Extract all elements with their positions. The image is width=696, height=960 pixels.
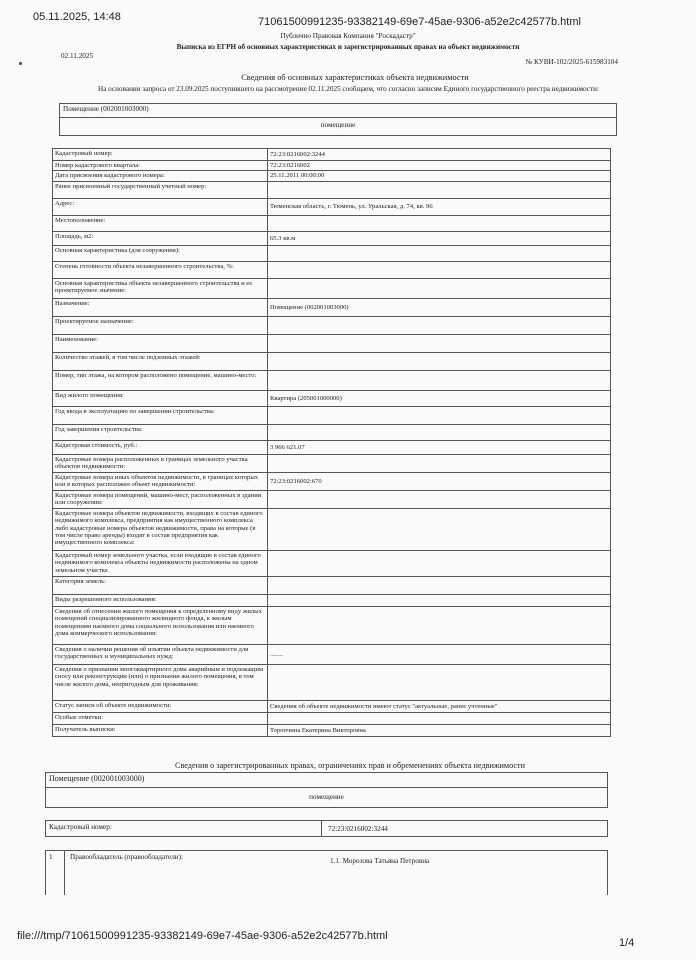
row-label: Получатель выписки: [53, 724, 268, 736]
section1-title: Сведения об основных характеристиках объекта недвижимости [241, 73, 469, 82]
print-footer-url: file:///tmp/71061500991235-93382149-69e7-45ae-9306-a52e2c42577b.html [17, 930, 388, 942]
row-value [268, 215, 611, 231]
holder-number: 1 [49, 853, 53, 861]
company-name: Публично Правовая Компания "Роскадастр" [280, 32, 416, 40]
row-value [268, 576, 611, 594]
table-row [53, 181, 611, 198]
row-value: 3 966 621.07 [268, 440, 611, 454]
row-value [268, 370, 611, 390]
table-row [53, 261, 611, 278]
row-value [268, 550, 611, 576]
row-label: Адрес: [53, 198, 268, 215]
row-label: Год ввода в эксплуатацию по завершении строительства: [53, 406, 268, 424]
row-label: Наименование: [53, 334, 268, 352]
row-label: Площадь, м2: [53, 231, 268, 245]
row-value [268, 490, 611, 508]
table-row [53, 576, 611, 594]
table-row [53, 712, 611, 724]
row-label: Сведения о признании многоквартирного дома аварийным и подлежащим сносу или реконструкции (или) о признании жилого помещения, в том числе жилого дома, непригодным для проживания: [53, 664, 268, 700]
row-value [268, 334, 611, 352]
document-number: № КУВИ-102/2025-615983104 [525, 58, 618, 66]
table-row [53, 472, 611, 490]
table-row [53, 370, 611, 390]
table-row [53, 352, 611, 370]
table-row [53, 700, 611, 712]
row-label: Кадастровые номера объектов недвижимости, входящих в состав единого недвижимого комплекса, предприятия как имущественного комплекса либо кадастровые номера объектов недвижимости, права на которые (в том числе право аренды) входят в состав предприятия как имущественного комплекса: [53, 508, 268, 550]
row-label: Кадастровый номер: [53, 149, 268, 161]
row-label: Ранее присвоенный государственный учетный номер: [53, 181, 268, 198]
rights-cadastral-box [45, 820, 608, 837]
table-row [53, 149, 611, 161]
row-value: 72:23:0216002 [268, 161, 611, 171]
row-label: Вид жилого помещения: [53, 390, 268, 406]
table-row [53, 316, 611, 334]
holder-label: Правообладатель (правообладатели): [70, 853, 184, 861]
table-row [53, 231, 611, 245]
table-row [53, 198, 611, 215]
row-value: Тюменская область, г. Тюмень, ул. Уральская, д. 74, кв. 96 [268, 198, 611, 215]
row-value [268, 352, 611, 370]
row-label: Кадастровая стоимость, руб.: [53, 440, 268, 454]
row-label: Категория земель: [53, 576, 268, 594]
row-label: Кадастровые номера расположенных в границах земельного участка объектов недвижимости: [53, 454, 268, 472]
row-label: Дата присвоения кадастрового номера: [53, 171, 268, 181]
row-value [268, 245, 611, 261]
row-label: Основная характеристика (для сооружения): [53, 245, 268, 261]
row-value [268, 181, 611, 198]
row-value [268, 712, 611, 724]
row-value [268, 594, 611, 606]
row-label: Основная характеристика объекта незавершенного строительства и ее проектируемое значение: [53, 278, 268, 298]
scan-mark-icon [19, 62, 22, 65]
table-row [53, 594, 611, 606]
row-value [268, 406, 611, 424]
print-page-number: 1/4 [619, 937, 635, 949]
table-row [53, 171, 611, 181]
row-label: Статус записи об объекте недвижимости: [53, 700, 268, 712]
characteristics-table [52, 148, 611, 737]
row-value: Помещение (002001003000) [268, 298, 611, 316]
rights-holder-box [45, 850, 608, 895]
table-row [53, 424, 611, 440]
row-value [268, 454, 611, 472]
row-label: Местоположение: [53, 215, 268, 231]
row-label: Сведения о наличии решения об изъятии объекта недвижимости для государственных и муниципальных нужд: [53, 644, 268, 664]
row-value: Сведения об объекте недвижимости имеют статус "актуальные, ранее учтенные" [268, 700, 611, 712]
table-row [53, 550, 611, 576]
holder-value: 1.1. Морозова Татьяна Петровна [330, 857, 430, 865]
row-value: 65.3 кв.м [268, 231, 611, 245]
table-row [53, 724, 611, 736]
row-label: Назначение: [53, 298, 268, 316]
row-value [268, 508, 611, 550]
table-row [53, 334, 611, 352]
table-row [53, 245, 611, 261]
row-label: Кадастровые номера помещений, машино-мест, расположенных в здании или сооружении: [53, 490, 268, 508]
rights-object-code: Помещение (002001003000) [49, 774, 145, 783]
object-code: Помещение (002001003000) [63, 105, 149, 113]
section1-intro: На основании запроса от 23.09.2025 поступившего на рассмотрение 02.11.2025 сообщаем, что согласно записям Единого государственного реестра недвижимости: [98, 85, 599, 93]
table-row [53, 454, 611, 472]
row-value [268, 278, 611, 298]
row-label: Кадастровый номер земельного участка, если входящие в состав единого недвижимого комплекса объекты недвижимости расположены на одном земельном участке [53, 550, 268, 576]
document-date: 02.11.2025 [61, 52, 94, 60]
row-label: Количество этажей, в том числе подземных этажей: [53, 352, 268, 370]
row-value [268, 261, 611, 278]
row-label: Степень готовности объекта незавершенного строительства, %: [53, 261, 268, 278]
row-value: 72:23:0216002:3244 [268, 149, 611, 161]
table-row [53, 606, 611, 644]
row-value [268, 316, 611, 334]
rights-cad-label: Кадастровый номер: [49, 823, 112, 831]
table-row [53, 215, 611, 231]
row-label: Кадастровые номера иных объектов недвижимости, в границах которых или в которых расположен объект недвижимости: [53, 472, 268, 490]
row-value [268, 664, 611, 700]
table-row [53, 390, 611, 406]
row-label: Номер, тип этажа, на котором расположено помещение, машино-место: [53, 370, 268, 390]
row-value: ........ [268, 644, 611, 664]
row-label: Особые отметки: [53, 712, 268, 724]
row-value: 72:23:0216002:670 [268, 472, 611, 490]
row-value [268, 424, 611, 440]
row-label: Сведения об отнесении жилого помещения к определенному виду жилых помещений специализированного жилищного фонда, к жилым помещениям наемного дома социального использования или наемного дома коммерческого использования: [53, 606, 268, 644]
print-datetime: 05.11.2025, 14:48 [33, 11, 121, 23]
row-label: Виды разрешенного использования: [53, 594, 268, 606]
row-label: Год завершения строительства: [53, 424, 268, 440]
table-row [53, 406, 611, 424]
row-label: Номер кадастрового квартала: [53, 161, 268, 171]
table-row [53, 490, 611, 508]
row-label: Проектируемое назначение: [53, 316, 268, 334]
object-header-box [59, 103, 617, 136]
table-row [53, 298, 611, 316]
row-value: 25.11.2011 00:00:00 [268, 171, 611, 181]
table-row [53, 440, 611, 454]
object-type: помещение [320, 121, 356, 129]
table-row [53, 161, 611, 171]
rights-object-type: помещение [309, 793, 344, 801]
table-row [53, 278, 611, 298]
document-title: Выписка из ЕГРН об основных характеристиках и зарегистрированных правах на объект недвижимости [176, 43, 520, 51]
print-tab-title: 71061500991235-93382149-69e7-45ae-9306-a52e2c42577b.html [258, 16, 581, 28]
rights-object-box [45, 772, 608, 808]
row-value: Квартира (205001000000) [268, 390, 611, 406]
table-row [53, 664, 611, 700]
row-value [268, 606, 611, 644]
table-row [53, 644, 611, 664]
row-value: Торопчина Екатерина Викторовна [268, 724, 611, 736]
table-row [53, 508, 611, 550]
section2-title: Сведения о зарегистрированных правах, ограничениях прав и обременениях объекта недвижимости [174, 761, 525, 770]
rights-cad-value: 72:23:0216002:3244 [328, 825, 388, 833]
